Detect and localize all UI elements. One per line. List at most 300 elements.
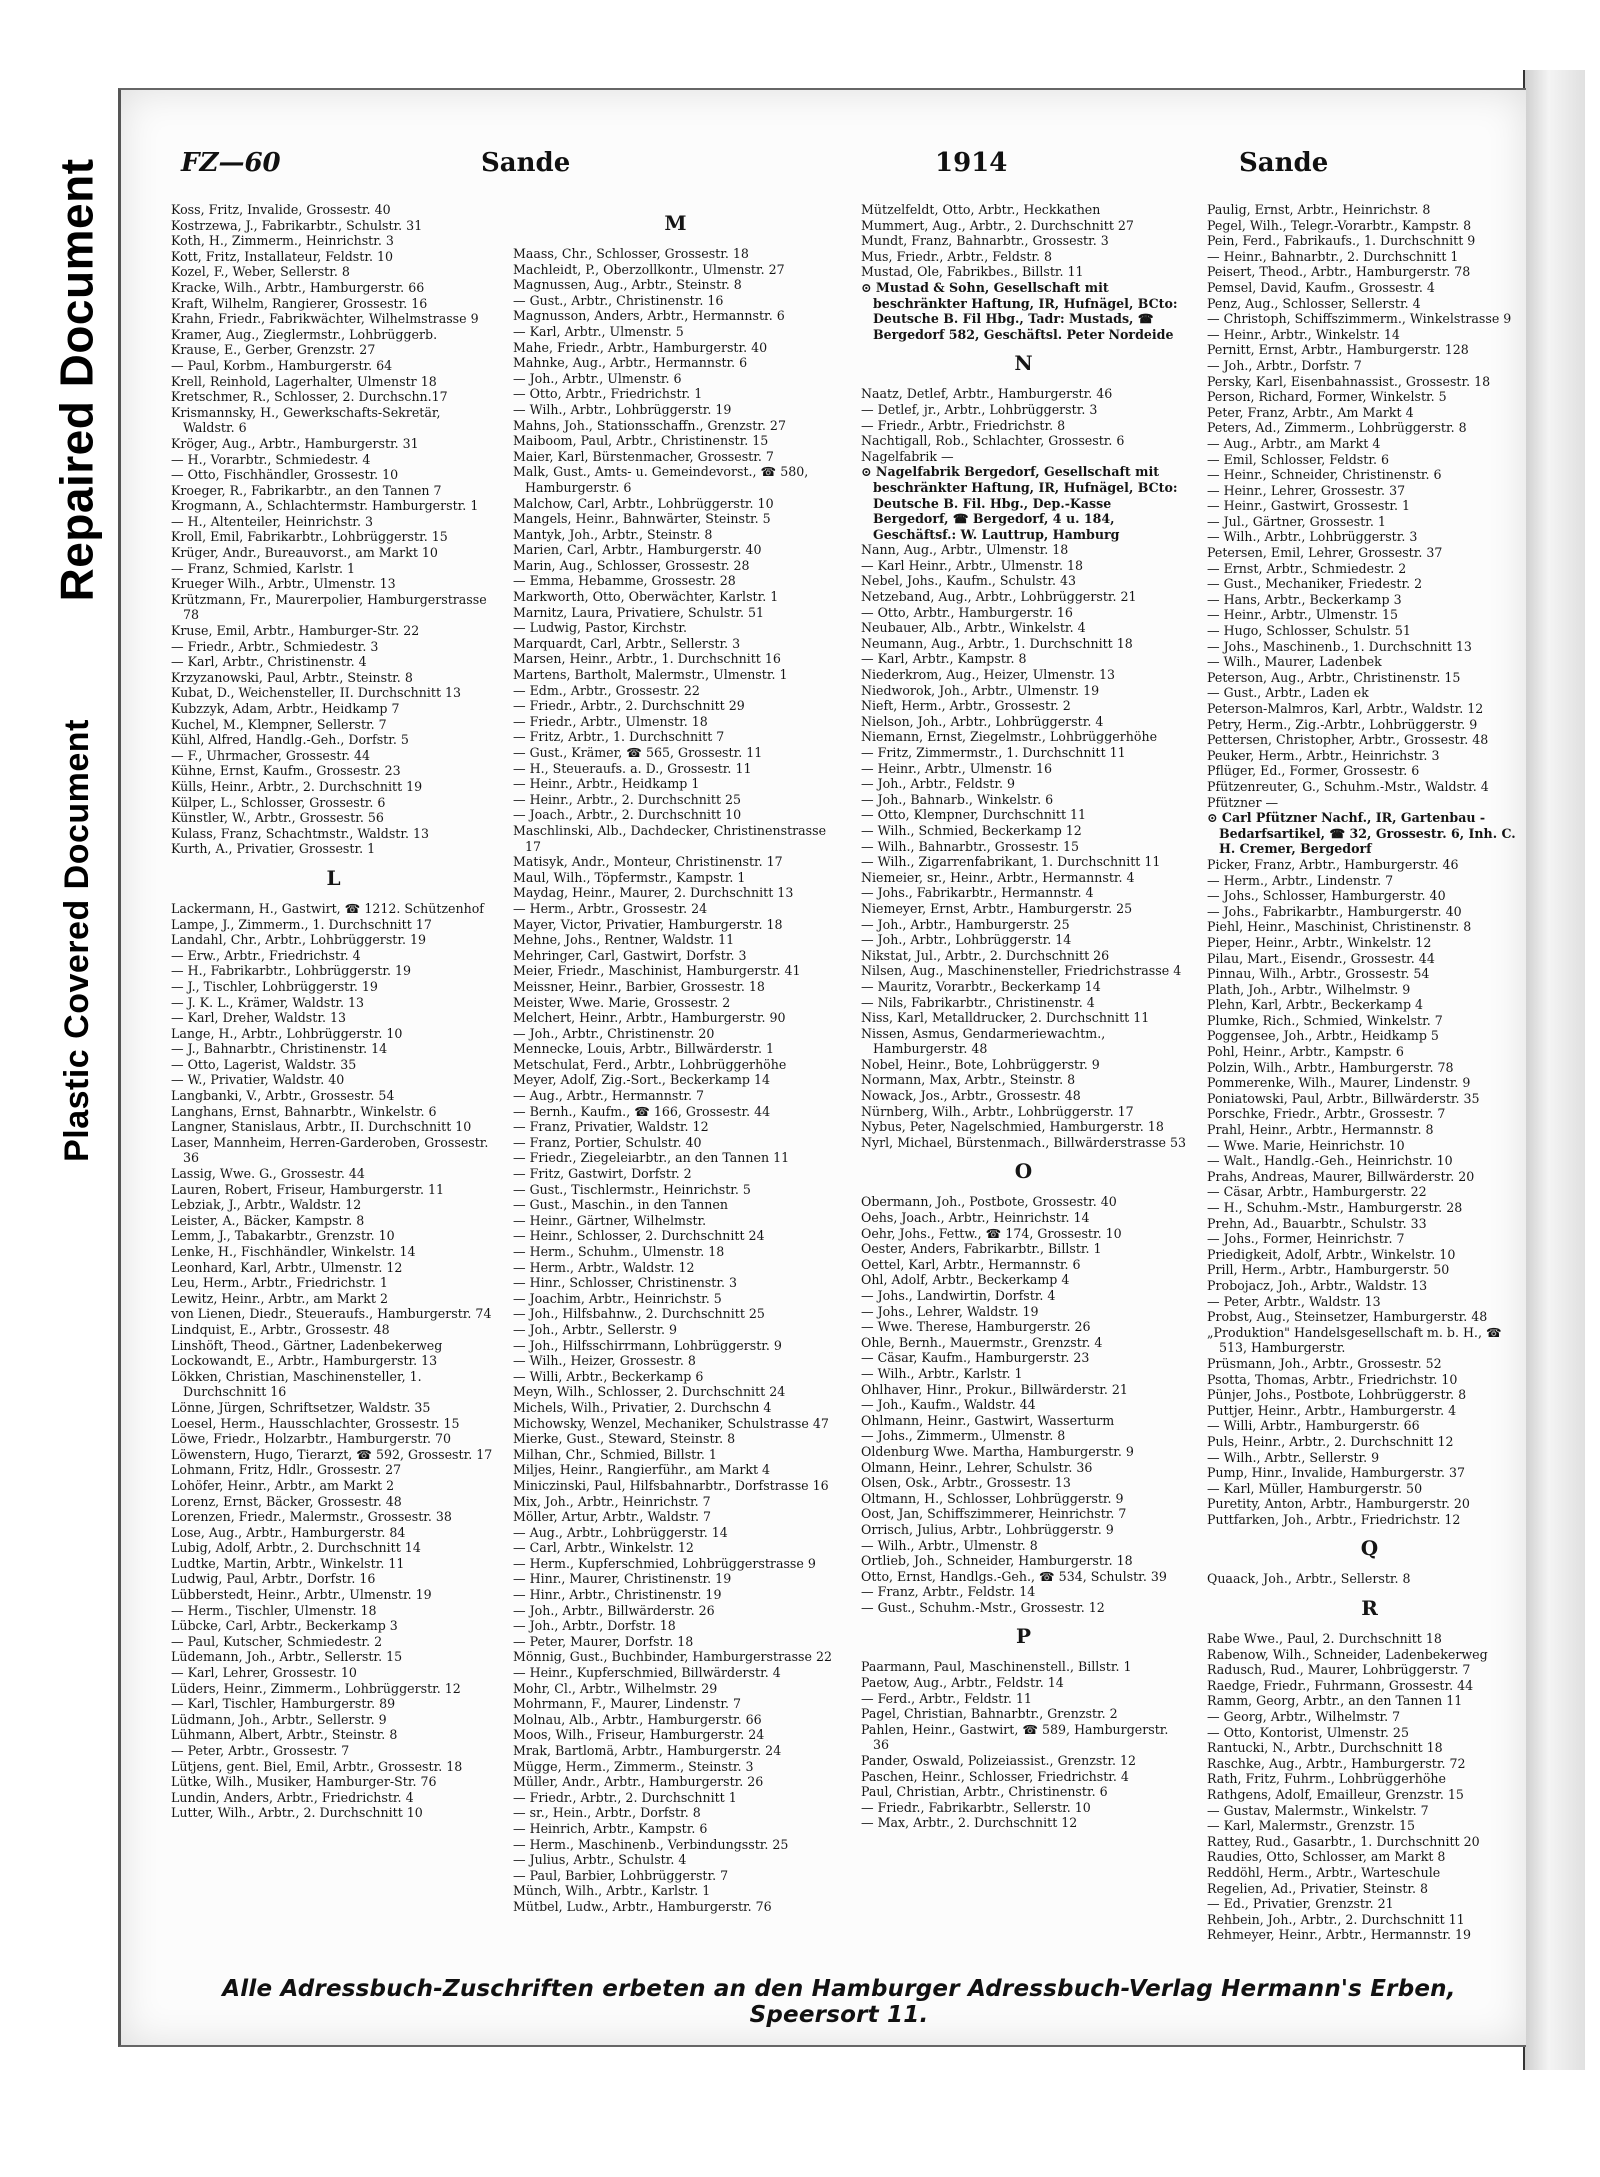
directory-entry: Melchert, Heinr., Arbtr., Hamburgerstr. 90 bbox=[513, 1010, 786, 1026]
directory-entry: Poggensee, Joh., Arbtr., Heidkamp 5 bbox=[1207, 1028, 1439, 1044]
directory-entry: Maydag, Heinr., Maurer, 2. Durchschnitt 13 bbox=[513, 885, 794, 901]
directory-entry: Rabe Wwe., Paul, 2. Durchschnitt 18 bbox=[1207, 1631, 1442, 1647]
directory-entry: Mennecke, Louis, Arbtr., Billwärderstr. 1 bbox=[513, 1041, 774, 1057]
plastic-stamp-text: Plastic Covered Document bbox=[57, 718, 96, 1162]
column-2 bbox=[513, 202, 838, 1942]
directory-entry: Reddöhl, Herm., Arbtr., Warteschule bbox=[1207, 1864, 1441, 1880]
directory-entry: — Detlef, jr., Arbtr., Lohbrüggerstr. 3 bbox=[861, 401, 1098, 417]
directory-entry: Pfützenreuter, G., Schuhm.-Mstr., Waldstr. 4 bbox=[1207, 778, 1489, 794]
directory-entry: Möller, Artur, Arbtr., Waldstr. 7 bbox=[513, 1509, 712, 1525]
directory-entry: — Heinr., Schlosser, 2. Durchschnitt 24 bbox=[513, 1228, 765, 1244]
directory-entry: Nieft, Herm., Arbtr., Grossestr. 2 bbox=[861, 698, 1071, 714]
directory-entry: — Hinr., Arbtr., Christinenstr. 19 bbox=[513, 1587, 722, 1603]
directory-entry: — Friedr., Arbtr., Schmiedestr. 3 bbox=[171, 638, 379, 654]
directory-entry: Peterson-Malmros, Karl, Arbtr., Waldstr. 12 bbox=[1207, 701, 1484, 716]
directory-entry: Puttfarken, Joh., Arbtr., Friedrichstr. 12 bbox=[1207, 1511, 1461, 1527]
directory-entry: — Heinr., Schneider, Christinenstr. 6 bbox=[1207, 467, 1442, 483]
directory-entry: Rantucki, N., Arbtr., Durchschnitt 18 bbox=[1207, 1740, 1443, 1756]
directory-entry: Lundin, Anders, Arbtr., Friedrichstr. 4 bbox=[171, 1789, 414, 1805]
directory-entry: Mügge, Herm., Zimmerm., Steinstr. 3 bbox=[513, 1758, 754, 1774]
directory-entry: — Wilh., Maurer, Ladenbek bbox=[1207, 654, 1382, 670]
directory-entry: — Nils, Fabrikarbtr., Christinenstr. 4 bbox=[861, 994, 1095, 1010]
directory-entry: — Otto, Arbtr., Friedrichstr. 1 bbox=[513, 386, 703, 402]
directory-entry: Plehn, Karl, Arbtr., Beckerkamp 4 bbox=[1207, 997, 1424, 1013]
directory-entry: Markworth, Otto, Oberwächter, Karlstr. 1 bbox=[513, 589, 779, 605]
directory-entry: Porschke, Friedr., Arbtr., Grossestr. 7 bbox=[1207, 1106, 1446, 1122]
directory-entry: Lüdmann, Joh., Arbtr., Sellerstr. 9 bbox=[171, 1711, 387, 1727]
directory-entry: Leonhard, Karl, Arbtr., Ulmenstr. 12 bbox=[171, 1259, 403, 1275]
directory-entry: Lüdemann, Joh., Arbtr., Sellerstr. 15 bbox=[171, 1649, 403, 1665]
directory-entry: Plath, Joh., Arbtr., Wilhelmstr. 9 bbox=[1207, 981, 1411, 997]
directory-entry: Koss, Fritz, Invalide, Grossestr. 40 bbox=[171, 202, 391, 217]
directory-entry: — Georg, Arbtr., Wilhelmstr. 7 bbox=[1207, 1709, 1401, 1725]
directory-entry: Mohr, Cl., Arbtr., Wilhelmstr. 29 bbox=[513, 1680, 718, 1696]
directory-entry: von Lienen, Diedr., Steueraufs., Hamburgerstr. 74 bbox=[171, 1306, 492, 1322]
directory-entry: Leister, A., Bäcker, Kampstr. 8 bbox=[171, 1212, 365, 1228]
directory-entry: — Joh., Arbtr., Hamburgerstr. 25 bbox=[861, 916, 1070, 932]
year-title: 1914 bbox=[935, 148, 1008, 178]
directory-entry: — Heinr., Arbtr., Heidkamp 1 bbox=[513, 776, 700, 792]
directory-entry: Mundt, Franz, Bahnarbtr., Grossestr. 3 bbox=[861, 233, 1109, 249]
directory-entry: Krismannsky, H., Gewerkschafts-Sekretär, Waldstr. 6 bbox=[171, 404, 441, 436]
directory-entry: Peuker, Herm., Arbtr., Heinrichstr. 3 bbox=[1207, 747, 1440, 763]
directory-entry: Pfützner — bbox=[1207, 794, 1279, 810]
directory-entry: Nilsen, Aug., Maschinensteller, Friedrichstrasse 4 bbox=[861, 963, 1182, 979]
directory-entry: Paul, Christian, Arbtr., Christinenstr. 6 bbox=[861, 1784, 1108, 1800]
directory-entry: — Heinrich, Arbtr., Kampstr. 6 bbox=[513, 1820, 708, 1836]
directory-entry: Mahnke, Aug., Arbtr., Hermannstr. 6 bbox=[513, 355, 748, 371]
directory-entry: Lenke, H., Fischhändler, Winkelstr. 14 bbox=[171, 1244, 416, 1259]
directory-entry: Michels, Wilh., Privatier, 2. Durchschn 4 bbox=[513, 1399, 772, 1415]
directory-entry: Rattey, Rud., Gasarbtr., 1. Durchschnitt 20 bbox=[1207, 1833, 1480, 1849]
directory-entry: — Fritz, Arbtr., 1. Durchschnitt 7 bbox=[513, 729, 725, 745]
directory-entry: Machleidt, P., Oberzollkontr., Ulmenstr. 27 bbox=[513, 261, 785, 277]
directory-entry: — Joachim, Arbtr., Heinrichstr. 5 bbox=[513, 1290, 722, 1306]
directory-entry: — Herm., Schuhm., Ulmenstr. 18 bbox=[513, 1244, 725, 1259]
directory-entry: Meissner, Heinr., Barbier, Grossestr. 18 bbox=[513, 978, 765, 994]
directory-entry: Malchow, Carl, Arbtr., Lohbrüggerstr. 10 bbox=[513, 495, 774, 511]
directory-entry: — Joh., Hilfsbahnw., 2. Durchschnitt 25 bbox=[513, 1306, 765, 1322]
section-letter: P bbox=[1015, 1624, 1032, 1649]
directory-entry: — Heinr., Bahnarbtr., 2. Durchschnitt 1 bbox=[1207, 248, 1459, 264]
directory-entry: — Joh., Arbtr., Lohbrüggerstr. 14 bbox=[861, 932, 1072, 948]
directory-entry: Lose, Aug., Arbtr., Hamburgerstr. 84 bbox=[171, 1524, 406, 1540]
directory-entry: Ohle, Bernh., Mauermstr., Grenzstr. 4 bbox=[861, 1334, 1103, 1350]
directory-entry: Krüger, Andr., Bureauvorst., am Markt 10 bbox=[171, 545, 438, 561]
directory-columns bbox=[157, 202, 1537, 1942]
directory-entry: Neubauer, Alb., Arbtr., Winkelstr. 4 bbox=[861, 620, 1086, 636]
directory-entry: Pemsel, David, Kaufm., Grossestr. 4 bbox=[1207, 279, 1435, 295]
directory-entry: — Herm., Arbtr., Lindenstr. 7 bbox=[1207, 872, 1394, 888]
directory-entry: — Heinr., Arbtr., Winkelstr. 14 bbox=[1207, 326, 1400, 342]
directory-entry: Malk, Gust., Amts- u. Gemeindevorst., ☎ 580, Hamburgerstr. 6 bbox=[513, 464, 809, 495]
directory-entry: Oehs, Joach., Arbtr., Heinrichstr. 14 bbox=[861, 1210, 1090, 1226]
directory-entry: — Peter, Maurer, Dorfstr. 18 bbox=[513, 1633, 694, 1649]
directory-entry: Maier, Karl, Bürstenmacher, Grossestr. 7 bbox=[513, 448, 774, 464]
directory-entry: Krell, Reinhold, Lagerhalter, Ulmenstr 18 bbox=[171, 373, 437, 389]
directory-entry: Peters, Ad., Zimmerm., Lohbrüggerstr. 8 bbox=[1207, 420, 1467, 436]
directory-entry: Mahns, Joh., Stationsschaffn., Grenzstr. 27 bbox=[513, 417, 786, 433]
directory-entry: Prill, Herm., Arbtr., Hamburgerstr. 50 bbox=[1207, 1262, 1450, 1278]
directory-entry: Ludwig, Paul, Arbtr., Dorfstr. 16 bbox=[171, 1571, 376, 1587]
directory-entry: Regelien, Ad., Privatier, Steinstr. 8 bbox=[1207, 1880, 1429, 1896]
directory-entry: — Heinr., Gärtner, Wilhelmstr. bbox=[513, 1212, 707, 1228]
directory-entry: — Joh., Arbtr., Dorfstr. 18 bbox=[513, 1618, 676, 1634]
directory-entry: Lorenz, Ernst, Bäcker, Grossestr. 48 bbox=[171, 1493, 402, 1509]
directory-entry: Mangels, Heinr., Bahnwärter, Steinstr. 5 bbox=[513, 511, 771, 527]
directory-entry: „Produktion" Handelsgesellschaft m. b. H., ☎ 513, Hamburgerstr. bbox=[1207, 1324, 1502, 1356]
directory-entry: — J., Bahnarbtr., Christinenstr. 14 bbox=[171, 1041, 388, 1057]
directory-entry: Marsen, Heinr., Arbtr., 1. Durchschnitt 16 bbox=[513, 651, 781, 667]
directory-entry: Raschke, Aug., Arbtr., Hamburgerstr. 72 bbox=[1207, 1755, 1466, 1771]
directory-entry: Kramer, Aug., Zieglermstr., Lohbrüggerb. bbox=[171, 326, 438, 342]
repaired-document-stamp bbox=[52, 100, 102, 660]
directory-entry: — Aug., Arbtr., Hermannstr. 7 bbox=[513, 1088, 705, 1104]
directory-entry: — Ernst, Arbtr., Schmiedestr. 2 bbox=[1207, 560, 1407, 576]
directory-entry: Nowack, Jos., Arbtr., Grossestr. 48 bbox=[861, 1088, 1081, 1104]
directory-entry: — Karl, Lehrer, Grossestr. 10 bbox=[171, 1665, 357, 1681]
publisher-footer: Alle Adressbuch-Zuschriften erbeten an den Hamburger Adressbuch-Verlag Hermann's Erben, Speersort 11. bbox=[222, 1976, 1456, 2028]
directory-entry: — Emma, Hebamme, Grossestr. 28 bbox=[513, 573, 736, 589]
directory-entry: — Joh., Arbtr., Sellerstr. 9 bbox=[513, 1321, 678, 1337]
directory-entry: Kozel, F., Weber, Sellerstr. 8 bbox=[171, 264, 350, 280]
directory-entry: Magnusson, Anders, Arbtr., Hermannstr. 6 bbox=[513, 308, 785, 324]
company-listing: ⊙ Nagelfabrik Bergedorf, Gesellschaft mit beschränkter Haftung, IR, Hufnägel, BCto: Deutsche B. Fil. Hbg., Dep.-Kasse Bergedorf, ☎ Bergedorf, 4 u. 184, Geschäftsf.: W. Lauttrup, Hamburg bbox=[861, 464, 1178, 542]
directory-entry: Rehmeyer, Heinr., Arbtr., Hermannstr. 19 bbox=[1207, 1927, 1472, 1942]
directory-entry: Ohlhaver, Hinr., Prokur., Billwärderstr. 21 bbox=[861, 1381, 1128, 1397]
directory-entry: Prahl, Heinr., Arbtr., Hermannstr. 8 bbox=[1207, 1122, 1434, 1138]
directory-entry: — Gust., Arbtr., Christinenstr. 16 bbox=[513, 292, 724, 308]
directory-entry: — Cäsar, Kaufm., Hamburgerstr. 23 bbox=[861, 1350, 1090, 1366]
directory-entry: Ohlmann, Heinr., Gastwirt, Wasserturm bbox=[861, 1412, 1115, 1428]
directory-entry: Person, Richard, Former, Winkelstr. 5 bbox=[1207, 389, 1447, 405]
section-letter: R bbox=[1361, 1596, 1378, 1621]
directory-entry: Meyer, Adolf, Zig.-Sort., Beckerkamp 14 bbox=[513, 1072, 770, 1088]
directory-entry: Ohl, Adolf, Arbtr., Beckerkamp 4 bbox=[861, 1272, 1070, 1288]
section-letter: Q bbox=[1360, 1536, 1379, 1561]
directory-entry: — Carl, Arbtr., Winkelstr. 12 bbox=[513, 1540, 694, 1556]
directory-entry: Oldenburg Wwe. Martha, Hamburgerstr. 9 bbox=[861, 1443, 1134, 1459]
directory-entry: — Franz, Privatier, Waldstr. 12 bbox=[513, 1119, 709, 1135]
directory-entry: Ludtke, Martin, Arbtr., Winkelstr. 11 bbox=[171, 1555, 405, 1571]
directory-entry: — Paul, Barbier, Lohbrüggerstr. 7 bbox=[513, 1867, 729, 1883]
directory-entry: — Joh., Arbtr., Feldstr. 9 bbox=[861, 776, 1016, 792]
directory-entry: Oost, Jan, Schiffszimmerer, Heinrichstr. 7 bbox=[861, 1506, 1127, 1522]
directory-entry: — Franz, Portier, Schulstr. 40 bbox=[513, 1134, 702, 1150]
directory-entry: — Friedr., Ziegeleiarbtr., an den Tannen 11 bbox=[513, 1150, 790, 1166]
directory-entry: Kubzzyk, Adam, Arbtr., Heidkamp 7 bbox=[171, 701, 400, 716]
directory-entry: Nürnberg, Wilh., Arbtr., Lohbrüggerstr. 17 bbox=[861, 1103, 1134, 1119]
directory-entry: Lubig, Adolf, Arbtr., 2. Durchschnitt 14 bbox=[171, 1540, 421, 1556]
directory-entry: Loesel, Herm., Hausschlachter, Grossestr. 15 bbox=[171, 1415, 460, 1431]
directory-entry: — Herm., Maschinenb., Verbindungsstr. 25 bbox=[513, 1836, 789, 1852]
directory-entry: — H., Fabrikarbtr., Lohbrüggerstr. 19 bbox=[171, 963, 412, 979]
directory-entry: Koth, H., Zimmerm., Heinrichstr. 3 bbox=[171, 233, 394, 249]
directory-entry: — Ludwig, Pastor, Kirchstr. bbox=[513, 620, 687, 636]
directory-entry: Petersen, Emil, Lehrer, Grossestr. 37 bbox=[1207, 545, 1443, 561]
directory-entry: — Herm., Kupferschmied, Lohbrüggerstrasse 9 bbox=[513, 1555, 816, 1571]
directory-entry: Picker, Franz, Arbtr., Hamburgerstr. 46 bbox=[1207, 856, 1459, 872]
directory-entry: — Karl, Arbtr., Ulmenstr. 5 bbox=[513, 323, 684, 339]
directory-entry: Raedge, Friedr., Fuhrmann, Grossestr. 44 bbox=[1207, 1677, 1474, 1693]
directory-entry: Niemeyer, Ernst, Arbtr., Hamburgerstr. 25 bbox=[861, 900, 1133, 916]
directory-entry: — Otto, Arbtr., Hamburgerstr. 16 bbox=[861, 604, 1073, 620]
directory-entry: Krzyzanowski, Paul, Arbtr., Steinstr. 8 bbox=[171, 669, 413, 685]
directory-entry: — Willi, Arbtr., Hamburgerstr. 66 bbox=[1207, 1418, 1420, 1434]
directory-entry: Persky, Karl, Eisenbahnassist., Grossestr. 18 bbox=[1207, 373, 1491, 389]
directory-entry: Pander, Oswald, Polizeiassist., Grenzstr. 12 bbox=[861, 1753, 1137, 1769]
directory-entry: — Wilh., Arbtr., Karlstr. 1 bbox=[861, 1365, 1023, 1381]
directory-entry: Löwenstern, Hugo, Tierarzt, ☎ 592, Grossestr. 17 bbox=[171, 1446, 493, 1462]
directory-entry: Pünjer, Johs., Postbote, Lohbrüggerstr. 8 bbox=[1207, 1387, 1467, 1403]
directory-entry: — Heinr., Arbtr., Ulmenstr. 15 bbox=[1207, 607, 1399, 623]
directory-entry: — Johs., Maschinenb., 1. Durchschnitt 13 bbox=[1207, 638, 1472, 654]
directory-entry: Orrisch, Julius, Arbtr., Lohbrüggerstr. 9 bbox=[861, 1521, 1114, 1537]
directory-entry: Pommerenke, Wilh., Maurer, Lindenstr. 9 bbox=[1207, 1075, 1471, 1091]
directory-entry: Kulass, Franz, Schachtmstr., Waldstr. 13 bbox=[171, 825, 430, 841]
directory-entry: Mrak, Bartlomä, Arbtr., Hamburgerstr. 24 bbox=[513, 1743, 782, 1758]
directory-entry: Langhans, Ernst, Bahnarbtr., Winkelstr. 6 bbox=[171, 1103, 437, 1119]
directory-entry: Meier, Friedr., Maschinist, Hamburgerstr. 41 bbox=[513, 963, 801, 979]
directory-entry: Pahlen, Heinr., Gastwirt, ☎ 589, Hamburgerstr. 36 bbox=[861, 1721, 1169, 1753]
directory-entry: Pump, Hinr., Invalide, Hamburgerstr. 37 bbox=[1207, 1465, 1465, 1481]
directory-entry: Oehr, Johs., Fettw., ☎ 174, Grossestr. 10 bbox=[861, 1225, 1122, 1241]
directory-entry: Kott, Fritz, Installateur, Feldstr. 10 bbox=[171, 248, 393, 264]
directory-entry: Kretschmer, R., Schlosser, 2. Durchschn.17 bbox=[171, 389, 448, 405]
directory-entry: — Friedr., Fabrikarbtr., Sellerstr. 10 bbox=[861, 1799, 1091, 1815]
directory-entry: — Gust., Tischlermstr., Heinrichstr. 5 bbox=[513, 1181, 751, 1197]
directory-entry: — H., Steueraufs. a. D., Grossestr. 11 bbox=[513, 760, 752, 776]
directory-page bbox=[118, 88, 1526, 2047]
directory-entry: — Karl, Arbtr., Christinenstr. 4 bbox=[171, 654, 367, 670]
directory-entry: Mönnig, Gust., Buchbinder, Hamburgerstrasse 22 bbox=[513, 1649, 833, 1665]
directory-entry: Oester, Anders, Fabrikarbtr., Billstr. 1 bbox=[861, 1241, 1102, 1257]
directory-entry: — Hinr., Schlosser, Christinenstr. 3 bbox=[513, 1275, 737, 1291]
directory-entry: Nyrl, Michael, Bürstenmach., Billwärderstrasse 53 bbox=[861, 1134, 1186, 1150]
directory-entry: Paschen, Heinr., Schlosser, Friedrichstr. 4 bbox=[861, 1768, 1129, 1784]
directory-entry: — Joh., Hilfsschirrmann, Lohbrüggerstr. 9 bbox=[513, 1337, 782, 1353]
directory-entry: — Ferd., Arbtr., Feldstr. 11 bbox=[861, 1690, 1032, 1706]
directory-entry: Lütjens, gent. Biel, Emil, Arbtr., Grossestr. 18 bbox=[171, 1758, 463, 1774]
directory-entry: — Erw., Arbtr., Friedrichstr. 4 bbox=[171, 947, 361, 963]
directory-entry: — Paul, Kutscher, Schmiedestr. 2 bbox=[171, 1633, 383, 1649]
directory-entry: — Wilh., Arbtr., Lohbrüggerstr. 3 bbox=[1207, 529, 1418, 545]
directory-entry: — Friedr., Arbtr., Friedrichstr. 8 bbox=[861, 417, 1066, 433]
directory-entry: Niederkrom, Aug., Heizer, Ulmenstr. 13 bbox=[861, 667, 1116, 683]
column-3 bbox=[861, 202, 1186, 1942]
directory-entry: Lutter, Wilh., Arbtr., 2. Durchschnitt 10 bbox=[171, 1805, 423, 1821]
directory-entry: Rath, Fritz, Fuhrm., Lohbrüggerhöhe bbox=[1207, 1771, 1446, 1787]
directory-entry: — Johs., Schlosser, Hamburgerstr. 40 bbox=[1207, 888, 1446, 904]
directory-entry: Paetow, Aug., Arbtr., Feldstr. 14 bbox=[861, 1675, 1064, 1691]
directory-entry: Metschulat, Ferd., Arbtr., Lohbrüggerhöhe bbox=[513, 1056, 787, 1072]
directory-entry: Probojacz, Joh., Arbtr., Waldstr. 13 bbox=[1207, 1277, 1428, 1293]
directory-entry: Lorenzen, Friedr., Malermstr., Grossestr. 38 bbox=[171, 1509, 452, 1525]
directory-entry: — Gust., Mechaniker, Friedestr. 2 bbox=[1207, 576, 1423, 592]
directory-entry: Langbanki, V., Arbtr., Grossestr. 54 bbox=[171, 1088, 395, 1104]
directory-entry: Psotta, Thomas, Arbtr., Friedrichstr. 10 bbox=[1207, 1371, 1458, 1387]
directory-entry: Probst, Aug., Steinsetzer, Hamburgerstr. 48 bbox=[1207, 1309, 1488, 1325]
directory-entry: Külper, L., Schlosser, Grossestr. 6 bbox=[171, 794, 386, 810]
directory-entry: Peter, Franz, Arbtr., Am Markt 4 bbox=[1207, 404, 1414, 420]
directory-entry: Olmann, Heinr., Lehrer, Schulstr. 36 bbox=[861, 1459, 1093, 1475]
directory-entry: — Heinr., Arbtr., 2. Durchschnitt 25 bbox=[513, 791, 742, 807]
directory-entry: — Wilh., Arbtr., Sellerstr. 9 bbox=[1207, 1449, 1380, 1465]
directory-entry: Lackermann, H., Gastwirt, ☎ 1212. Schützenhof bbox=[171, 900, 484, 916]
directory-entry: — Heinr., Kupferschmied, Billwärderstr. 4 bbox=[513, 1665, 781, 1681]
section-letter: N bbox=[1014, 351, 1033, 376]
directory-entry: Pettersen, Christopher, Arbtr., Grossestr. 48 bbox=[1207, 732, 1489, 748]
directory-entry: Langner, Stanislaus, Arbtr., II. Durchschnitt 10 bbox=[171, 1119, 472, 1135]
directory-entry: Lampe, J., Zimmerm., 1. Durchschnitt 17 bbox=[171, 916, 432, 932]
directory-entry: Lütke, Wilh., Musiker, Hamburger-Str. 76 bbox=[171, 1774, 437, 1790]
directory-entry: Krahn, Friedr., Fabrikwächter, Wilhelmstrasse 9 bbox=[171, 311, 479, 327]
directory-entry: Lübberstedt, Heinr., Arbtr., Ulmenstr. 19 bbox=[171, 1587, 432, 1603]
directory-entry: Nybus, Peter, Nagelschmied, Hamburgerstr. 18 bbox=[861, 1119, 1164, 1135]
directory-entry: — Karl Heinr., Arbtr., Ulmenstr. 18 bbox=[861, 557, 1084, 573]
directory-entry: Peterson, Aug., Arbtr., Christinenstr. 15 bbox=[1207, 669, 1461, 685]
directory-entry: — Karl, Malermstr., Grenzstr. 15 bbox=[1207, 1818, 1416, 1834]
directory-entry: Kubat, D., Weichensteller, II. Durchschnitt 13 bbox=[171, 685, 462, 701]
directory-entry: — Christoph, Schiffszimmerm., Winkelstrasse 9 bbox=[1207, 311, 1512, 327]
directory-entry: — Friedr., Arbtr., 2. Durchschnitt 29 bbox=[513, 698, 745, 714]
directory-entry: — Wilh., Zigarrenfabrikant, 1. Durchschnitt 11 bbox=[861, 854, 1161, 870]
directory-entry: Puretity, Anton, Arbtr., Hamburgerstr. 20 bbox=[1207, 1496, 1470, 1512]
directory-entry: Mus, Friedr., Arbtr., Feldstr. 8 bbox=[861, 248, 1053, 264]
directory-entry: — Edm., Arbtr., Grossestr. 22 bbox=[513, 682, 700, 698]
directory-entry: Milhan, Chr., Schmied, Billstr. 1 bbox=[513, 1446, 717, 1462]
directory-entry: Maul, Wilh., Töpfermstr., Kampstr. 1 bbox=[513, 869, 746, 885]
directory-entry: — Otto, Kontorist, Ulmenstr. 25 bbox=[1207, 1724, 1409, 1740]
directory-entry: — Emil, Schlosser, Feldstr. 6 bbox=[1207, 451, 1389, 467]
directory-entry: — Ed., Privatier, Grenzstr. 21 bbox=[1207, 1896, 1394, 1912]
directory-entry: — Peter, Arbtr., Grossestr. 7 bbox=[171, 1743, 350, 1758]
directory-entry: Pilau, Mart., Eisendr., Grossestr. 44 bbox=[1207, 950, 1435, 966]
directory-entry: Rabenow, Wilh., Schneider, Ladenbekerweg bbox=[1207, 1646, 1488, 1662]
directory-entry: — Herm., Arbtr., Grossestr. 24 bbox=[513, 900, 708, 916]
directory-entry: Kruse, Emil, Arbtr., Hamburger-Str. 22 bbox=[171, 623, 420, 639]
directory-entry: — Julius, Arbtr., Schulstr. 4 bbox=[513, 1852, 687, 1868]
directory-entry: Rehbein, Joh., Arbtr., 2. Durchschnitt 11 bbox=[1207, 1911, 1465, 1927]
directory-entry: Naatz, Detlef, Arbtr., Hamburgerstr. 46 bbox=[861, 386, 1113, 402]
directory-entry: — Aug., Arbtr., am Markt 4 bbox=[1207, 435, 1381, 451]
directory-entry: — Joh., Kaufm., Waldstr. 44 bbox=[861, 1397, 1036, 1413]
directory-entry: Obermann, Joh., Postbote, Grossestr. 40 bbox=[861, 1194, 1117, 1210]
company-listing: ⊙ Mustad & Sohn, Gesellschaft mit beschränkter Haftung, IR, Hufnägel, BCto: Deutsche B. Fil Hbg., Tadr: Mustads, ☎ Bergedorf 582, Geschäftsl. Peter Nordeide bbox=[861, 279, 1178, 342]
directory-entry: — Franz, Schmied, Karlstr. 1 bbox=[171, 560, 356, 576]
directory-entry: Niemann, Ernst, Ziegelmstr., Lohbrüggerhöhe bbox=[861, 729, 1158, 745]
directory-entry: Mehringer, Carl, Gastwirt, Dorfstr. 3 bbox=[513, 947, 747, 963]
directory-entry: Niss, Karl, Metalldrucker, 2. Durchschnitt 11 bbox=[861, 1010, 1150, 1026]
directory-entry: — Wilh., Arbtr., Ulmenstr. 8 bbox=[861, 1537, 1038, 1553]
directory-entry: Lassig, Wwe. G., Grossestr. 44 bbox=[171, 1166, 365, 1182]
directory-entry: Mustad, Ole, Fabrikbes., Billstr. 11 bbox=[861, 264, 1084, 280]
directory-entry: Maiboom, Paul, Arbtr., Christinenstr. 15 bbox=[513, 433, 769, 449]
directory-entry: Kraft, Wilhelm, Rangierer, Grossestr. 16 bbox=[171, 295, 428, 311]
directory-entry: Marnitz, Laura, Privatiere, Schulstr. 51 bbox=[513, 604, 765, 620]
directory-entry: — Wwe. Marie, Heinrichstr. 10 bbox=[1207, 1137, 1405, 1153]
directory-entry: — sr., Hein., Arbtr., Dorfstr. 8 bbox=[513, 1805, 701, 1821]
directory-entry: — Johs., Landwirtin, Dorfstr. 4 bbox=[861, 1288, 1056, 1303]
directory-entry: Rathgens, Adolf, Emailleur, Grenzstr. 15 bbox=[1207, 1787, 1464, 1802]
directory-entry: — Wilh., Schmied, Beckerkamp 12 bbox=[861, 822, 1082, 838]
directory-entry: Nebel, Johs., Kaufm., Schulstr. 43 bbox=[861, 573, 1076, 589]
left-running-title: Sande bbox=[481, 148, 571, 178]
directory-entry: — Mauritz, Vorarbtr., Beckerkamp 14 bbox=[861, 978, 1101, 994]
directory-entry: Radusch, Rud., Maurer, Lohbrüggerstr. 7 bbox=[1207, 1662, 1471, 1678]
directory-entry: Pflüger, Ed., Former, Grossestr. 6 bbox=[1207, 763, 1420, 779]
repaired-stamp-text: Repaired Document bbox=[51, 158, 103, 602]
directory-entry: Müller, Andr., Arbtr., Hamburgerstr. 26 bbox=[513, 1774, 764, 1790]
directory-entry: Kuchel, M., Klempner, Sellerstr. 7 bbox=[171, 716, 387, 732]
directory-entry: Nann, Aug., Arbtr., Ulmenstr. 18 bbox=[861, 542, 1069, 558]
directory-entry: — Gust., Arbtr., Laden ek bbox=[1207, 685, 1369, 701]
directory-entry: — Jul., Gärtner, Grossestr. 1 bbox=[1207, 513, 1386, 529]
directory-entry: Matisyk, Andr., Monteur, Christinenstr. 17 bbox=[513, 854, 783, 870]
directory-entry: Olsen, Osk., Arbtr., Grossestr. 13 bbox=[861, 1475, 1071, 1491]
page-header bbox=[169, 148, 1529, 184]
directory-entry: — Gustav, Malermstr., Winkelstr. 7 bbox=[1207, 1802, 1429, 1818]
directory-entry: Lindquist, E., Arbtr., Grossestr. 48 bbox=[171, 1321, 390, 1337]
directory-entry: Oettel, Karl, Arbtr., Hermannstr. 6 bbox=[861, 1256, 1081, 1272]
directory-entry: Krogmann, A., Schlachtermstr. Hamburgerstr. 1 bbox=[171, 498, 479, 514]
directory-entry: Nikstat, Jul., Arbtr., 2. Durchschnitt 26 bbox=[861, 947, 1110, 963]
directory-entry: — Fritz, Gastwirt, Dorfstr. 2 bbox=[513, 1166, 692, 1182]
directory-entry: Nielson, Joh., Arbtr., Lohbrüggerstr. 4 bbox=[861, 713, 1104, 729]
directory-entry: Prüsmann, Joh., Arbtr., Grossestr. 52 bbox=[1207, 1355, 1442, 1371]
directory-entry: Martens, Bartholt, Malermstr., Ulmenstr. 1 bbox=[513, 667, 788, 683]
directory-entry: — Otto, Klempner, Durchschnitt 11 bbox=[861, 807, 1087, 823]
directory-entry: — Joh., Bahnarb., Winkelstr. 6 bbox=[861, 791, 1054, 807]
directory-entry: Lebziak, J., Arbtr., Waldstr. 12 bbox=[171, 1197, 362, 1213]
directory-entry: Pohl, Heinr., Arbtr., Kampstr. 6 bbox=[1207, 1044, 1404, 1060]
directory-entry: — Wilh., Arbtr., Lohbrüggerstr. 19 bbox=[513, 401, 732, 417]
directory-entry: Quaack, Joh., Arbtr., Sellerstr. 8 bbox=[1207, 1571, 1411, 1587]
directory-entry: Külls, Heinr., Arbtr., 2. Durchschnitt 19 bbox=[171, 778, 423, 794]
directory-entry: — Friedr., Arbtr., 2. Durchschnitt 1 bbox=[513, 1789, 737, 1805]
directory-entry: Kühl, Alfred, Handlg.-Geh., Dorfstr. 5 bbox=[171, 732, 409, 748]
directory-entry: Kostrzewa, J., Fabrikarbtr., Schulstr. 31 bbox=[171, 217, 423, 233]
directory-entry: Polzin, Wilh., Arbtr., Hamburgerstr. 78 bbox=[1207, 1059, 1454, 1075]
directory-entry: Lohmann, Fritz, Hdlr., Grossestr. 27 bbox=[171, 1462, 402, 1478]
directory-entry: — Otto, Fischhändler, Grossestr. 10 bbox=[171, 467, 399, 483]
directory-entry: — W., Privatier, Waldstr. 40 bbox=[171, 1072, 345, 1088]
directory-entry: Niemeier, sr., Heinr., Arbtr., Hermannstr. 4 bbox=[861, 869, 1135, 885]
directory-entry: — Karl, Dreher, Waldstr. 13 bbox=[171, 1010, 346, 1026]
directory-entry: Priedigkeit, Adolf, Arbtr., Winkelstr. 10 bbox=[1207, 1246, 1456, 1262]
directory-entry: Piehl, Heinr., Maschinist, Christinenstr. 8 bbox=[1207, 919, 1472, 935]
directory-entry: Lohöfer, Heinr., Arbtr., am Markt 2 bbox=[171, 1477, 395, 1493]
directory-entry: — Hugo, Schlosser, Schulstr. 51 bbox=[1207, 623, 1411, 639]
directory-entry: Mayer, Victor, Privatier, Hamburgerstr. 18 bbox=[513, 916, 783, 932]
directory-entry: — Heinr., Gastwirt, Grossestr. 1 bbox=[1207, 498, 1411, 514]
directory-entry: Penz, Aug., Schlosser, Sellerstr. 4 bbox=[1207, 295, 1421, 311]
directory-entry: Pagel, Christian, Bahnarbtr., Grenzstr. 2 bbox=[861, 1706, 1118, 1722]
directory-entry: — Gust., Maschin., in den Tannen bbox=[513, 1197, 728, 1213]
directory-entry: Mierke, Gust., Steward, Steinstr. 8 bbox=[513, 1431, 736, 1447]
directory-entry: Puls, Heinr., Arbtr., 2. Durchschnitt 12 bbox=[1207, 1433, 1454, 1449]
directory-entry: Niedworok, Joh., Arbtr., Ulmenstr. 19 bbox=[861, 682, 1100, 698]
column-1 bbox=[171, 202, 496, 1942]
directory-entry: Linshöft, Theod., Gärtner, Ladenbekerweg bbox=[171, 1337, 443, 1353]
directory-entry: Pinnau, Wilh., Arbtr., Grossestr. 54 bbox=[1207, 966, 1430, 982]
directory-entry: Mohrmann, F., Maurer, Lindenstr. 7 bbox=[513, 1696, 742, 1712]
directory-entry: — Johs., Zimmerm., Ulmenstr. 8 bbox=[861, 1428, 1066, 1444]
directory-entry: — H., Vorarbtr., Schmiedestr. 4 bbox=[171, 451, 371, 467]
directory-entry: — Otto, Lagerist, Waldstr. 35 bbox=[171, 1056, 357, 1072]
directory-entry: — Wwe. Therese, Hamburgerstr. 26 bbox=[861, 1319, 1091, 1335]
directory-entry: Kroeger, R., Fabrikarbtr., an den Tannen 7 bbox=[171, 482, 442, 498]
